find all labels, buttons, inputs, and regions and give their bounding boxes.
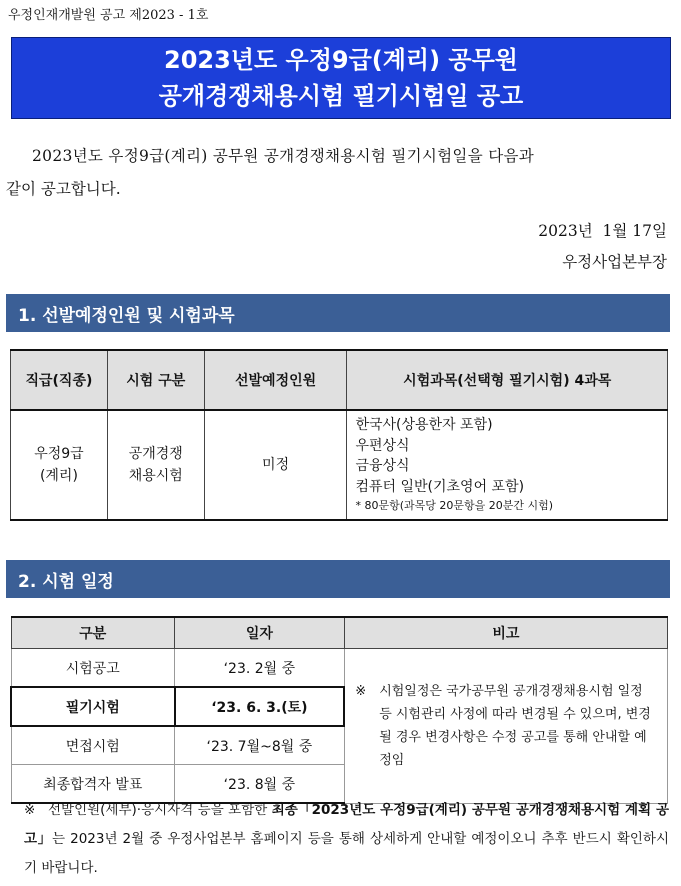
footnote-mark: ※	[24, 802, 36, 818]
subject-item: 컴퓨터 일반(기초영어 포함)	[355, 478, 525, 495]
footnote	[24, 796, 669, 883]
planned-count-cell: 미정	[204, 410, 347, 520]
subject-item: 한국사(상용한자 포함)	[355, 417, 493, 433]
table-row	[11, 410, 668, 520]
grade-cell	[11, 410, 108, 520]
schedule-category: 필기시험	[11, 687, 175, 726]
table-header-row	[11, 617, 668, 649]
notice-number: 우정인재개발원 공고 제2023 - 1호	[8, 8, 209, 23]
exam-schedule-table	[10, 616, 668, 804]
intro-line-1: 2023년도 우정9급(계리) 공무원 공개경쟁채용시험 필기시험일을 다음과	[32, 147, 535, 165]
column-header: 비고	[344, 617, 667, 649]
footnote-text-after: 는 2023년 2월 중 우정사업본부 홈페이지 등을 통해 상세하게 안내할 예정이오니 추후 반드시 확인하시기 바랍니다.	[24, 831, 669, 876]
schedule-category: 최종합격자 발표	[11, 765, 175, 804]
column-header: 시험과목(선택형 필기시험) 4과목	[347, 350, 668, 410]
issuer: 우정사업본부장	[562, 253, 667, 271]
subject-item: 금융상식	[355, 458, 410, 474]
schedule-category: 면접시험	[11, 726, 175, 765]
section-1-heading: 1. 선발예정인원 및 시험과목	[6, 294, 670, 332]
schedule-remark-cell	[344, 649, 667, 804]
schedule-date: ‘23. 6. 3.(토)	[175, 687, 345, 726]
section-2-heading: 2. 시험 일정	[6, 560, 670, 598]
column-header: 시험 구분	[107, 350, 204, 410]
selection-subjects-table	[10, 349, 668, 521]
grade-line-1: 우정9급	[34, 446, 84, 462]
title-banner	[11, 37, 671, 119]
intro-paragraph	[6, 140, 670, 206]
subject-item: 우편상식	[355, 437, 410, 454]
schedule-date: ‘23. 7월~8월 중	[175, 726, 345, 765]
date-block	[538, 216, 667, 278]
grade-line-2: (계리)	[39, 468, 78, 484]
schedule-category: 시험공고	[11, 649, 175, 688]
table-header-row	[11, 350, 668, 410]
table-row	[11, 649, 668, 688]
intro-line-2: 같이 공고합니다.	[6, 180, 121, 198]
subjects-cell	[347, 410, 668, 520]
remark-mark: ※	[355, 683, 367, 699]
schedule-date: ‘23. 2월 중	[175, 649, 345, 688]
schedule-date: ‘23. 8월 중	[175, 765, 345, 804]
title-line-1: 2023년도 우정9급(계리) 공무원	[164, 46, 518, 74]
footnote-text-before: 선발인원(세부)·응시자격 등을 포함한	[48, 802, 272, 818]
column-header: 구분	[11, 617, 175, 649]
column-header: 일자	[175, 617, 345, 649]
announcement-date: 2023년 1월 17일	[538, 222, 667, 240]
footnote-text-bold: 최종「2023년도 우정9급(계리) 공무원 공개경쟁채용시험 계획 공고」	[24, 802, 669, 847]
column-header: 선발예정인원	[204, 350, 347, 410]
exam-type-cell	[107, 410, 204, 520]
subject-note: * 80문항(과목당 20문항을 20분간 시험)	[355, 499, 554, 512]
exam-type-line-2: 채용시험	[128, 468, 183, 484]
title-line-2: 공개경쟁채용시험 필기시험일 공고	[158, 82, 524, 110]
schedule-remark: 시험일정은 국가공무원 공개경쟁채용시험 일정 등 시험관리 사정에 따라 변경될 수 있으며, 변경될 경우 변경사항은 수정 공고를 통해 안내할 예정임	[379, 683, 651, 768]
column-header: 직급(직종)	[11, 350, 108, 410]
exam-type-line-1: 공개경쟁	[128, 446, 183, 462]
